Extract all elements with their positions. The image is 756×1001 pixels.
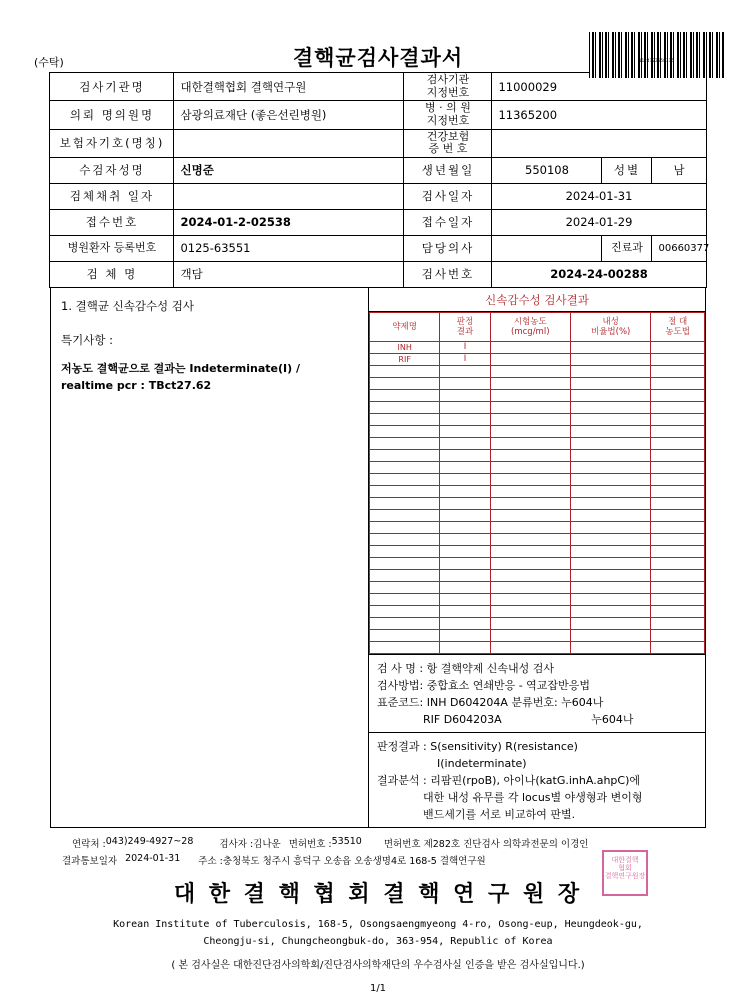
table-row: [370, 485, 705, 497]
method-line: [377, 677, 699, 694]
col-judgement: 판정 결과: [440, 312, 490, 341]
cell-empty: [440, 509, 490, 521]
cell-empty: [370, 377, 440, 389]
cell-empty: [490, 617, 570, 629]
label-receipt-date: 접수일자: [404, 209, 492, 235]
cell-empty: [490, 641, 570, 653]
organization-address-english: [50, 916, 706, 950]
cell-empty: [570, 365, 650, 377]
label-insurance: 보험자기호(명칭): [50, 129, 174, 157]
section-title-rapid-test: 1. 결핵균 신속감수성 검사: [61, 298, 195, 313]
value-clinic-code: 11365200: [492, 101, 706, 129]
label-specimen: 검 체 명: [50, 261, 174, 287]
cell-empty: [440, 401, 490, 413]
cell-empty: [490, 581, 570, 593]
patient-info-table: [49, 72, 710, 288]
cell-empty: [570, 629, 650, 641]
notify-label: 결과통보일자: [62, 856, 118, 868]
cell-empty: [490, 605, 570, 617]
cell-empty: [651, 461, 705, 473]
official-seal-stamp: 대한결핵 협회 결핵연구원장: [602, 850, 648, 896]
value-department: 00660377: [652, 235, 706, 261]
cell-empty: [490, 389, 570, 401]
tester-label: 검사자 :: [219, 839, 254, 851]
cell-empty: [440, 593, 490, 605]
cell-empty: [370, 401, 440, 413]
cell-empty: [370, 461, 440, 473]
label-gender: 성별: [602, 157, 652, 183]
value-insurance: [174, 129, 404, 157]
cell-empty: [370, 365, 440, 377]
cell-empty: [490, 377, 570, 389]
cell-empty: [440, 389, 490, 401]
cell-drug-name: INH: [370, 341, 440, 353]
cell-empty: [440, 521, 490, 533]
table-row: [370, 413, 705, 425]
table-row: [370, 533, 705, 545]
remark-label: 특기사항 :: [61, 332, 113, 347]
table-row: [370, 437, 705, 449]
test-name-value: 항 결핵약제 신속내성 검사: [426, 661, 554, 675]
cell-empty: [490, 461, 570, 473]
cell-judgement: I: [440, 341, 490, 353]
value-collection-date: [174, 183, 404, 209]
address-label: 주소 :: [198, 856, 223, 868]
cell-empty: [370, 617, 440, 629]
cell-empty: [651, 545, 705, 557]
label-collection-date: 검체채취 일자: [50, 183, 174, 209]
label-test-date: 검사일자: [404, 183, 492, 209]
cell-judgement: I: [440, 353, 490, 365]
table-row: [50, 183, 706, 209]
cell-empty: [440, 461, 490, 473]
method-label: 검사방법:: [377, 678, 424, 692]
address-value: 충청북도 청주시 흥덕구 오송읍 오송생명4로 168-5 결핵연구원: [222, 856, 486, 868]
cell-empty: [370, 569, 440, 581]
cell-empty: [370, 473, 440, 485]
code-value-2: RIF D604203A: [423, 712, 502, 726]
table-row: [370, 617, 705, 629]
table-row: [370, 569, 705, 581]
cell-empty: [490, 365, 570, 377]
cell-empty: [440, 557, 490, 569]
label-institution-code: 검사기관 지정번호: [404, 73, 492, 101]
contact-value: 043)249-4927~28: [105, 836, 194, 848]
cell-empty: [490, 557, 570, 569]
table-row: [370, 509, 705, 521]
table-row: [370, 341, 705, 353]
rapid-results-title: 신속감수성 검사결과: [369, 288, 705, 312]
cell-empty: [440, 605, 490, 617]
cell-empty: [651, 593, 705, 605]
cell-empty: [651, 389, 705, 401]
left-notes-column: [51, 288, 369, 827]
table-row: [370, 365, 705, 377]
cell-empty: [651, 485, 705, 497]
cell-empty: [570, 557, 650, 569]
cell-empty: [440, 365, 490, 377]
cell-empty: [490, 497, 570, 509]
value-institution: 대한결핵협회 결핵연구원: [174, 73, 404, 101]
supervisor-value: 면허번호 제282호 진단검사 의학과전문의 이경인: [383, 839, 589, 851]
cell-empty: [440, 569, 490, 581]
cell-empty: [651, 449, 705, 461]
table-row: [370, 605, 705, 617]
cell-empty: [651, 557, 705, 569]
cell-empty: [570, 605, 650, 617]
cell-empty: [651, 377, 705, 389]
cell-empty: [570, 569, 650, 581]
cell-empty: [651, 425, 705, 437]
remark-line-1: 저농도 결핵균으로 결과는 Indeterminate(I) /: [61, 361, 300, 375]
label-department: 진료과: [602, 235, 652, 261]
cell-empty: [490, 425, 570, 437]
analysis-label: 결과분석 :: [377, 774, 427, 788]
judgement-value-1: S(sensitivity) R(resistance): [430, 740, 578, 754]
cell-empty: [570, 581, 650, 593]
cell-empty: [370, 389, 440, 401]
table-row: [370, 473, 705, 485]
table-row: [370, 629, 705, 641]
takeout-label: (수탁): [34, 56, 64, 69]
cell-empty: [440, 497, 490, 509]
remark-text: [61, 360, 360, 394]
cell-empty: [370, 413, 440, 425]
eng-line-1: Korean Institute of Tuberculosis, 168-5, Osongsaengmyeong 4-ro, Osong-eup, Heungdeok-gu,: [113, 919, 643, 931]
table-row: [50, 209, 706, 235]
value-hospital-patient-id: 0125-63551: [174, 235, 404, 261]
cell-empty: [370, 521, 440, 533]
cell-empty: [651, 437, 705, 449]
drug-table-body: [370, 341, 705, 653]
barcode-image: [589, 32, 724, 78]
cell-absolute: [651, 341, 705, 353]
cell-empty: [570, 533, 650, 545]
label-insurance-cert: 건강보험 증 번 호: [404, 129, 492, 157]
document-header: [0, 0, 756, 72]
cell-empty: [651, 413, 705, 425]
table-row: [370, 401, 705, 413]
cell-empty: [651, 533, 705, 545]
label-birthdate: 생년월일: [404, 157, 492, 183]
cell-empty: [440, 641, 490, 653]
cell-empty: [651, 641, 705, 653]
analysis-line-3: 밴드세기를 서로 비교하여 판별.: [423, 808, 576, 822]
footer-row-contact: [50, 836, 706, 850]
cell-empty: [490, 509, 570, 521]
cell-empty: [651, 401, 705, 413]
value-receipt-number: 2024-01-2-02538: [174, 209, 404, 235]
cell-empty: [370, 557, 440, 569]
cell-empty: [651, 581, 705, 593]
cell-resistance-ratio: [570, 353, 650, 365]
cell-empty: [440, 473, 490, 485]
code-value-1: INH D604204A 분류번호: 누604나: [426, 695, 604, 709]
license-label: 면허번호 :: [288, 839, 332, 851]
label-institution: 검사기관명: [50, 73, 174, 101]
cell-empty: [570, 425, 650, 437]
cell-empty: [370, 545, 440, 557]
table-row: [370, 449, 705, 461]
value-specimen: 객담: [174, 261, 404, 287]
cell-empty: [490, 413, 570, 425]
cell-empty: [651, 521, 705, 533]
cell-empty: [370, 449, 440, 461]
code-line-1: [377, 694, 699, 711]
cell-empty: [570, 461, 650, 473]
judgement-line-2: I(indeterminate): [437, 757, 527, 771]
method-value: 중합효소 연쇄반응 - 역교잡반응법: [426, 678, 590, 692]
cell-empty: [651, 509, 705, 521]
barcode-number: 1124122558335: [638, 58, 675, 63]
value-birthdate: 550108: [492, 157, 602, 183]
table-row: [50, 235, 706, 261]
cell-empty: [440, 377, 490, 389]
col-absolute: 절 대 농도법: [651, 312, 705, 341]
cell-empty: [490, 485, 570, 497]
cell-empty: [370, 629, 440, 641]
table-row: [50, 101, 706, 129]
cell-empty: [440, 425, 490, 437]
analysis-line-2: 대한 내성 유무를 각 locus별 야생형과 변이형: [423, 791, 643, 805]
label-doctor: 담당의사: [404, 235, 492, 261]
cell-empty: [490, 449, 570, 461]
cell-empty: [370, 605, 440, 617]
cell-empty: [570, 497, 650, 509]
license-value: 53510: [331, 836, 362, 848]
judgement-legend-block: [369, 732, 705, 827]
cell-empty: [490, 533, 570, 545]
cell-empty: [370, 425, 440, 437]
value-test-date: 2024-01-31: [492, 183, 706, 209]
cell-empty: [570, 617, 650, 629]
cell-empty: [651, 617, 705, 629]
table-row: [370, 521, 705, 533]
value-receipt-date: 2024-01-29: [492, 209, 706, 235]
cell-empty: [570, 485, 650, 497]
cell-empty: [440, 545, 490, 557]
label-hospital-patient-id: 병원환자 등록번호: [50, 235, 174, 261]
code-line-2: [377, 711, 699, 728]
label-referring-clinic: 의뢰 명의원명: [50, 101, 174, 129]
cell-empty: [570, 449, 650, 461]
remark-line-2: realtime pcr : TBct27.62: [61, 378, 212, 392]
value-gender: 남: [652, 157, 706, 183]
table-row: [50, 129, 706, 157]
value-institution-code: 11000029: [492, 73, 706, 101]
cell-empty: [651, 629, 705, 641]
table-row: [50, 261, 706, 287]
contact-label: 연락처 :: [72, 839, 106, 851]
table-row: [370, 545, 705, 557]
cell-empty: [651, 605, 705, 617]
cell-empty: [651, 473, 705, 485]
page-title: 결핵균검사결과서: [292, 45, 464, 70]
cell-empty: [370, 641, 440, 653]
table-row: [50, 157, 706, 183]
notify-date: 2024-01-31: [125, 853, 181, 865]
cell-empty: [490, 401, 570, 413]
cell-empty: [370, 485, 440, 497]
value-test-number: 2024-24-00288: [492, 261, 706, 287]
cell-empty: [490, 473, 570, 485]
cell-empty: [440, 437, 490, 449]
cell-empty: [490, 593, 570, 605]
cell-empty: [370, 437, 440, 449]
cell-empty: [570, 641, 650, 653]
table-row: [370, 461, 705, 473]
cell-empty: [570, 545, 650, 557]
table-row: [370, 425, 705, 437]
document-footer: [50, 828, 706, 994]
test-meta-block: [369, 654, 705, 732]
table-row: [370, 593, 705, 605]
table-row: [370, 581, 705, 593]
table-row: [370, 353, 705, 365]
cell-empty: [570, 593, 650, 605]
cell-absolute: [651, 353, 705, 365]
certification-note: ( 본 검사실은 대한진단검사의학회/진단검사의학재단의 우수검사실 인증을 받은 검사실입니다.): [171, 960, 585, 972]
analysis-value-1: 리팜핀(rpoB), 아이나(katG.inhA.ahpC)에: [430, 774, 640, 788]
code-label: 표준코드:: [377, 695, 424, 709]
judgement-label: 판정결과 :: [377, 740, 427, 754]
cell-empty: [440, 629, 490, 641]
label-clinic-code: 병 · 의 원 지정번호: [404, 101, 492, 129]
cell-empty: [440, 485, 490, 497]
organization-name: 대 한 결 핵 협 회 결 핵 연 구 원 장: [173, 881, 583, 908]
label-receipt-number: 접수번호: [50, 209, 174, 235]
cell-empty: [370, 533, 440, 545]
cell-empty: [570, 473, 650, 485]
cell-empty: [440, 581, 490, 593]
test-name-line: [377, 660, 699, 677]
table-row: [370, 389, 705, 401]
col-drug-name: 약제명: [370, 312, 440, 341]
cell-empty: [570, 413, 650, 425]
drug-susceptibility-table: [369, 312, 705, 654]
page-number: 1/1: [369, 983, 387, 995]
label-patient-name: 수검자성명: [50, 157, 174, 183]
cell-empty: [570, 389, 650, 401]
value-patient-name: 신명준: [174, 157, 404, 183]
results-section: [50, 288, 706, 828]
cell-empty: [490, 569, 570, 581]
cell-empty: [570, 437, 650, 449]
value-doctor: [492, 235, 602, 261]
table-row: [370, 557, 705, 569]
table-header-row: [370, 312, 705, 341]
eng-line-2: Cheongju-si, Chungcheongbuk-do, 363-954, Republic of Korea: [203, 936, 553, 948]
cell-empty: [651, 569, 705, 581]
right-results-column: [369, 288, 705, 827]
cell-empty: [490, 629, 570, 641]
cell-concentration: [490, 353, 570, 365]
value-insurance-cert: [492, 129, 706, 157]
table-row: [370, 377, 705, 389]
cell-empty: [570, 521, 650, 533]
cell-empty: [440, 533, 490, 545]
cell-empty: [440, 617, 490, 629]
cell-empty: [440, 449, 490, 461]
col-resistance-ratio: 내성 비율법(%): [570, 312, 650, 341]
table-row: [370, 641, 705, 653]
value-referring-clinic: 삼광의료재단 (좋은선린병원): [174, 101, 404, 129]
cell-empty: [651, 365, 705, 377]
cell-resistance-ratio: [570, 341, 650, 353]
cell-empty: [370, 509, 440, 521]
cell-empty: [440, 413, 490, 425]
cell-concentration: [490, 341, 570, 353]
code-value-2-right: 누604나: [591, 712, 634, 726]
judgement-line-1: [377, 738, 699, 755]
cell-empty: [570, 509, 650, 521]
cell-empty: [370, 593, 440, 605]
col-concentration: 시험농도 (mcg/ml): [490, 312, 570, 341]
cell-empty: [370, 497, 440, 509]
analysis-line-1: [377, 772, 699, 789]
cell-empty: [370, 581, 440, 593]
cell-empty: [570, 401, 650, 413]
test-name-label: 검 사 명 :: [377, 661, 424, 675]
cell-empty: [490, 545, 570, 557]
cell-empty: [490, 521, 570, 533]
tester-value: 김나운: [253, 839, 281, 851]
cell-empty: [570, 377, 650, 389]
cell-empty: [490, 437, 570, 449]
table-row: [370, 497, 705, 509]
cell-empty: [651, 497, 705, 509]
label-test-number: 검사번호: [404, 261, 492, 287]
cell-drug-name: RIF: [370, 353, 440, 365]
